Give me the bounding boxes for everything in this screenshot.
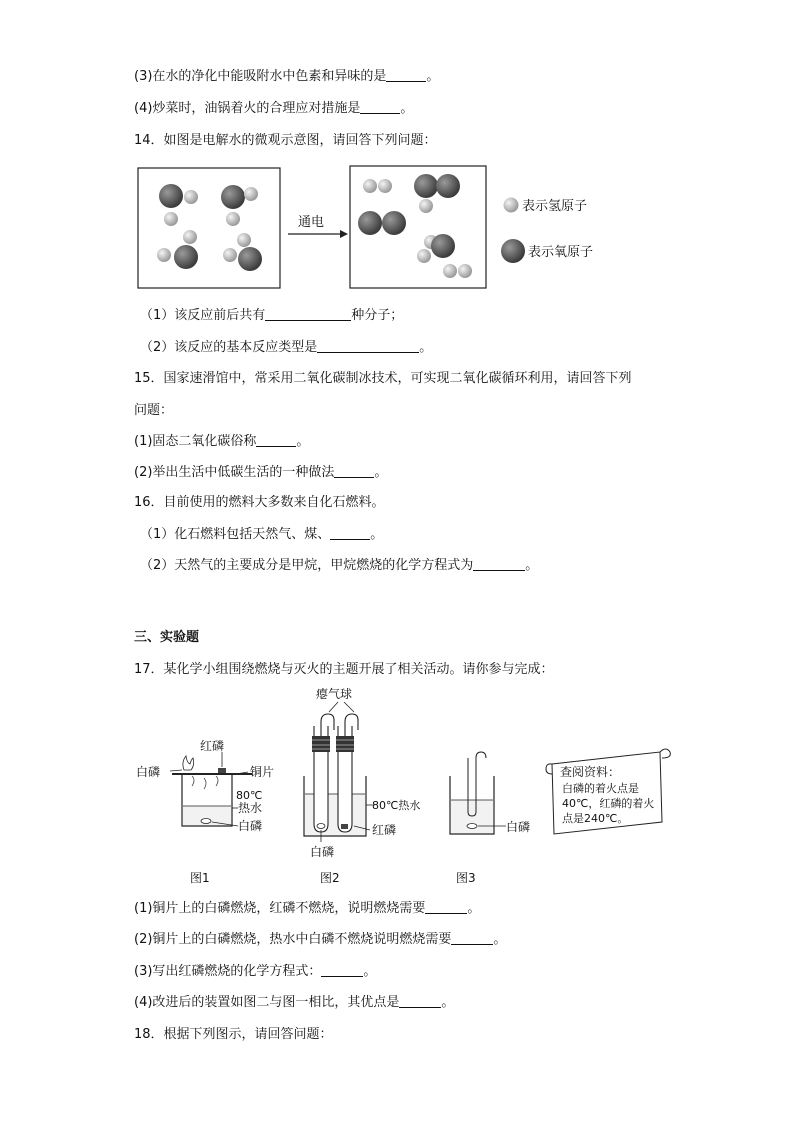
q18-stem: 18．根据下列图示，请回答问题： bbox=[134, 1027, 333, 1042]
arrow-head-icon bbox=[340, 230, 348, 238]
label-white-p: 白磷 bbox=[136, 765, 161, 779]
flame-icon bbox=[183, 756, 194, 770]
q16-2: （2）天然气的主要成分是甲烷，甲烷燃烧的化学方程式为 。 bbox=[140, 558, 539, 573]
oxygen-molecule bbox=[358, 211, 406, 235]
scroll-curl-right-icon bbox=[660, 749, 670, 758]
caption-fig1: 图1 bbox=[190, 871, 210, 885]
answer-blank[interactable] bbox=[256, 433, 296, 447]
q17-stem: 17．某化学小组围绕燃烧与灭火的主题开展了相关活动。请你参与完成： bbox=[134, 662, 554, 677]
q13-4: (4)炒菜时，油锅着火的合理应对措施是 。 bbox=[134, 101, 414, 116]
note-line-2: 40℃，红磷的着火 bbox=[562, 797, 655, 810]
label-fig3-white: 白磷 bbox=[506, 820, 531, 834]
q17-1: (1)铜片上的白磷燃烧，红磷不燃烧，说明燃烧需要 。 bbox=[134, 901, 481, 916]
label-fig2-red: 红磷 bbox=[372, 823, 397, 837]
water-molecule bbox=[223, 233, 262, 271]
caption-fig2: 图2 bbox=[320, 871, 340, 885]
before-box bbox=[138, 168, 280, 288]
label-fig2-white: 白磷 bbox=[310, 845, 335, 859]
note-line-1: 白磷的着火点是 bbox=[562, 782, 639, 795]
answer-blank[interactable] bbox=[330, 526, 370, 540]
arrow-label: 通电 bbox=[298, 215, 325, 230]
steam-icon bbox=[192, 776, 218, 789]
hydrogen-molecule bbox=[363, 179, 392, 193]
legend-oxygen: 表示氧原子 bbox=[528, 245, 594, 260]
answer-blank[interactable] bbox=[386, 68, 426, 82]
q15-2: (2)举出生活中低碳生活的一种做法 。 bbox=[134, 465, 388, 480]
q17-3: (3)写出红磷燃烧的化学方程式： 。 bbox=[134, 964, 377, 979]
hydrogen-molecule bbox=[443, 264, 472, 278]
answer-blank[interactable] bbox=[451, 931, 493, 945]
label-hot-water: 热水 bbox=[238, 801, 263, 815]
q14-1: （1）该反应前后共有 种分子； bbox=[140, 308, 404, 323]
answer-blank[interactable] bbox=[265, 307, 351, 321]
answer-blank[interactable] bbox=[321, 963, 363, 977]
hydrogen-legend-icon bbox=[504, 198, 519, 213]
note-title: 查阅资料： bbox=[560, 765, 621, 779]
stopper-right bbox=[336, 736, 354, 752]
white-phosphorus-3 bbox=[467, 824, 477, 829]
q15-1: (1)固态二氧化碳俗称 。 bbox=[134, 434, 310, 449]
label-temp: 80℃ bbox=[236, 789, 263, 802]
q16-stem: 16．目前使用的燃料大多数来自化石燃料。 bbox=[134, 495, 385, 510]
stopper-left bbox=[312, 736, 330, 752]
figure-1 bbox=[136, 738, 274, 885]
hydrogen-atom bbox=[419, 199, 433, 213]
answer-blank[interactable] bbox=[399, 994, 441, 1008]
note-line-3: 点是240℃。 bbox=[562, 812, 629, 825]
answer-blank[interactable] bbox=[317, 339, 419, 353]
oxygen-molecule bbox=[414, 174, 460, 198]
scroll-curl-left-icon bbox=[546, 764, 552, 774]
water-molecule bbox=[157, 230, 198, 269]
red-phosphorus-2 bbox=[341, 824, 348, 829]
answer-blank[interactable] bbox=[360, 100, 400, 114]
label-balloon: 瘪气球 bbox=[316, 687, 353, 701]
water-molecule bbox=[221, 185, 258, 226]
answer-blank[interactable] bbox=[334, 464, 374, 478]
answer-blank[interactable] bbox=[473, 557, 525, 571]
q16-1: （1）化石燃料包括天然气、煤、 。 bbox=[140, 527, 384, 542]
q14-stem: 14．如图是电解水的微观示意图，请回答下列问题： bbox=[134, 133, 437, 148]
q15-stem-cont: 问题： bbox=[134, 403, 174, 418]
q13-3: (3)在水的净化中能吸附水中色素和异味的是 。 bbox=[134, 69, 440, 84]
electrolysis-diagram bbox=[134, 164, 614, 294]
q17-4: (4)改进后的装置如图二与图一相比，其优点是 。 bbox=[134, 995, 455, 1010]
note-scroll bbox=[546, 749, 670, 834]
caption-fig3: 图3 bbox=[456, 871, 476, 885]
white-phosphorus-piece bbox=[201, 819, 211, 824]
label-copper: 铜片 bbox=[250, 765, 275, 779]
white-phosphorus-2 bbox=[317, 824, 325, 829]
q15-stem: 15．国家速滑馆中，常采用二氧化碳制冰技术，可实现二氧化碳循环利用，请回答下列 bbox=[134, 371, 632, 386]
q17-2: (2)铜片上的白磷燃烧，热水中白磷不燃烧说明燃烧需要 。 bbox=[134, 932, 507, 947]
label-red-p: 红磷 bbox=[200, 739, 225, 753]
q14-2: （2）该反应的基本反应类型是 。 bbox=[140, 340, 433, 355]
answer-blank[interactable] bbox=[425, 900, 467, 914]
section-heading: 三、实验题 bbox=[134, 630, 200, 645]
combustion-apparatus-figure bbox=[134, 686, 674, 890]
figure-2 bbox=[304, 686, 420, 885]
figure-3 bbox=[450, 752, 530, 885]
oxygen-molecule bbox=[431, 234, 455, 258]
label-white-p-bottom: 白磷 bbox=[238, 819, 263, 833]
oxygen-legend-icon bbox=[501, 239, 525, 263]
label-fig2-water: 80℃热水 bbox=[372, 799, 421, 812]
red-phosphorus-piece bbox=[218, 768, 226, 773]
water-molecule bbox=[159, 184, 198, 226]
legend-hydrogen: 表示氢原子 bbox=[522, 199, 588, 214]
